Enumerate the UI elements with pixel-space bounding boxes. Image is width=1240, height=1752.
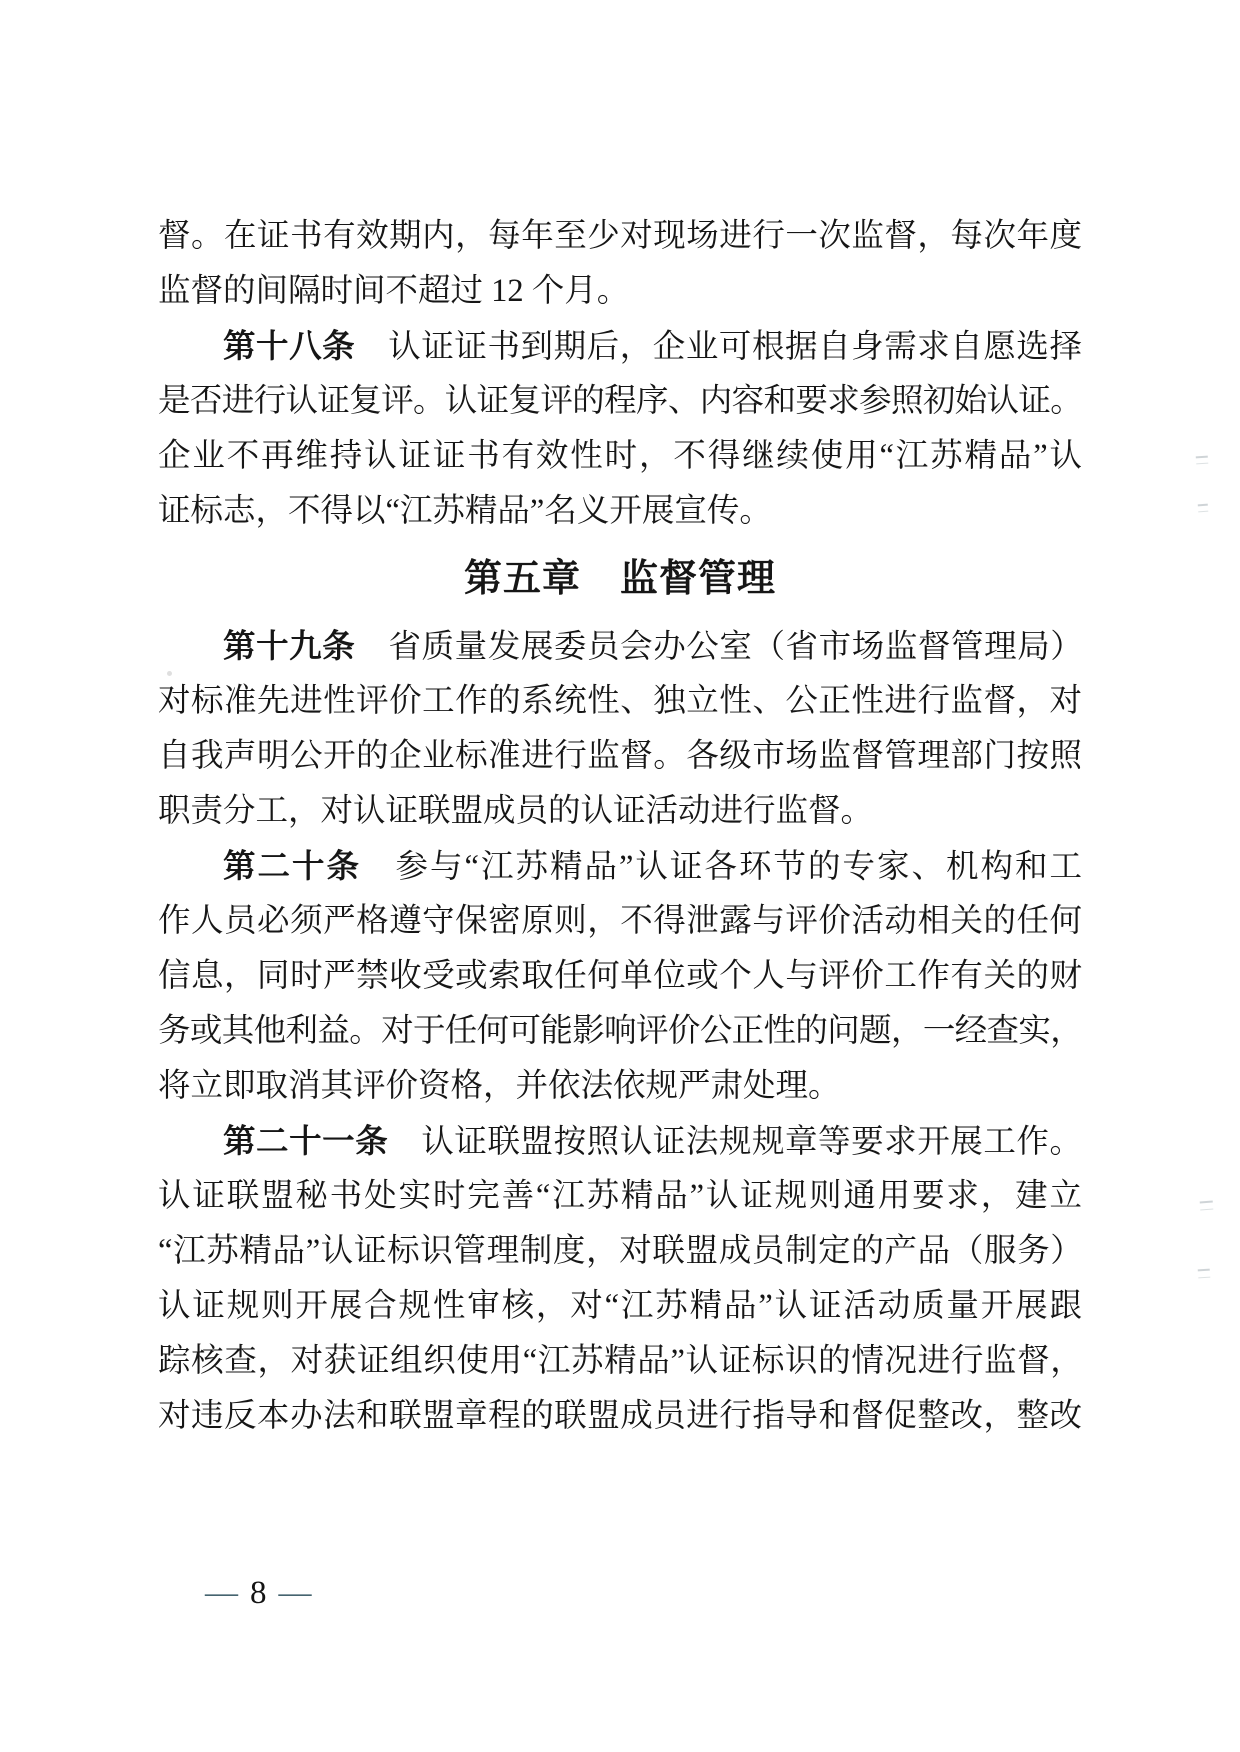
article-text: 认证证书到期后，企业可根据自身需求自愿选择 <box>355 329 1082 365</box>
scan-artifact <box>1200 1201 1214 1211</box>
scan-artifact <box>1198 504 1209 513</box>
article-text: 省质量发展委员会办公室（省市场监督管理局） <box>355 629 1082 665</box>
article-number: 第二十条 <box>223 848 362 884</box>
article-number: 第十九条 <box>223 628 356 664</box>
scan-artifact <box>1198 1269 1211 1279</box>
text-line <box>158 839 1082 894</box>
text-line: 职责分工，对认证联盟成员的认证活动进行监督。 <box>158 793 874 829</box>
text-line: 对违反本办法和联盟章程的联盟成员进行指导和督促整改，整改 <box>158 1398 1082 1434</box>
text-line: 证标志，不得以“江苏精品”名义开展宣传。 <box>158 493 772 529</box>
text-line: 对标准先进性评价工作的系统性、独立性、公正性进行监督，对 <box>158 683 1082 719</box>
text-line: 作人员必须严格遵守保密原则，不得泄露与评价活动相关的任何 <box>158 903 1082 939</box>
text-line: 认证规则开展合规性审核，对“江苏精品”认证活动质量开展跟 <box>158 1288 1082 1324</box>
scan-artifact <box>167 671 172 676</box>
text-line: 认证联盟秘书处实时完善“江苏精品”认证规则通用要求，建立 <box>158 1178 1082 1214</box>
text-line: 自我声明公开的企业标准进行监督。各级市场监督管理部门按照 <box>158 738 1082 774</box>
article-text: 参与“江苏精品”认证各环节的专家、机构和工 <box>361 849 1082 885</box>
article-number: 第十八条 <box>223 328 356 364</box>
text-line: 信息，同时严禁收受或索取任何单位或个人与评价工作有关的财 <box>158 958 1082 994</box>
article-text: 认证联盟按照认证法规规章等要求开展工作。 <box>388 1124 1082 1160</box>
document-body <box>158 209 1082 1444</box>
text-line <box>158 319 1082 374</box>
page-number-value: 8 <box>250 1575 271 1611</box>
text-line: “江苏精品”认证标识管理制度，对联盟成员制定的产品（服务） <box>158 1233 1082 1269</box>
text-line: 将立即取消其评价资格，并依法依规严肃处理。 <box>158 1068 841 1104</box>
scan-artifact <box>1196 456 1209 465</box>
chapter-heading-text: 第五章 监督管理 <box>463 558 776 600</box>
text-line: 踪核查，对获证组织使用“江苏精品”认证标识的情况进行监督， <box>158 1343 1082 1379</box>
page-number-right-dash: — <box>278 1575 316 1611</box>
text-line <box>158 619 1082 674</box>
page-number-left-dash: — <box>205 1575 242 1611</box>
chapter-heading <box>158 539 1082 619</box>
article-number: 第二十一条 <box>223 1123 389 1159</box>
text-line <box>158 1114 1082 1169</box>
text-line: 督。在证书有效期内，每年至少对现场进行一次监督，每次年度 <box>158 218 1082 254</box>
page-number <box>205 1570 316 1616</box>
text-line: 企业不再维持认证证书有效性时，不得继续使用“江苏精品”认 <box>158 438 1082 474</box>
text-line: 务或其他利益。对于任何可能影响评价公正性的问题，一经查实， <box>158 1013 1082 1049</box>
text-line: 监督的间隔时间不超过 12 个月。 <box>158 273 630 309</box>
text-line: 是否进行认证复评。认证复评的程序、内容和要求参照初始认证。 <box>158 383 1082 419</box>
